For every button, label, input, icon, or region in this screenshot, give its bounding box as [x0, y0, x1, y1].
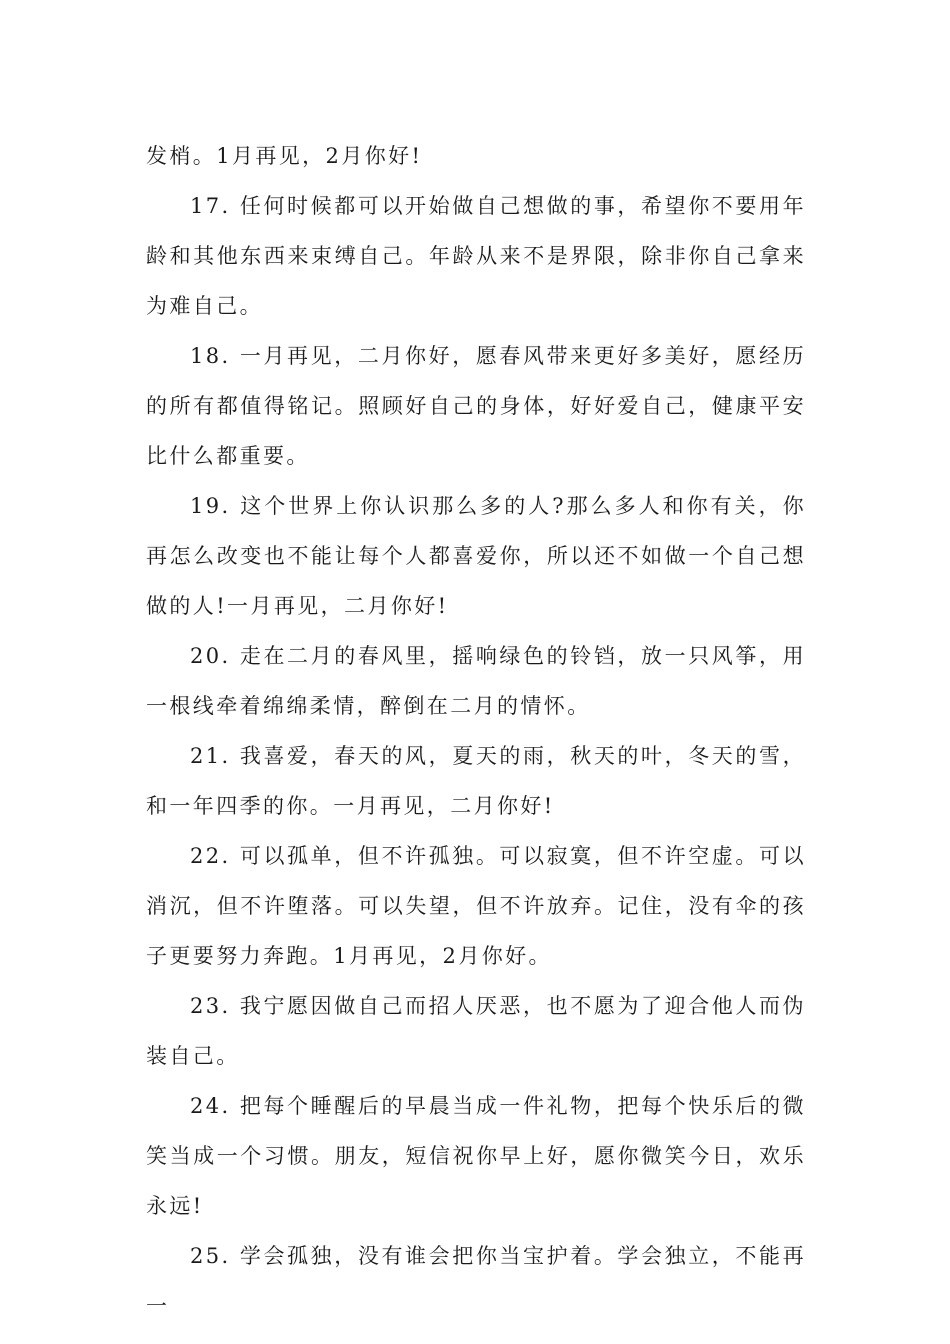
- paragraph-21: 21. 我喜爱，春天的风，夏天的雨，秋天的叶，冬天的雪，和一年四季的你。一月再见，二月你好!: [146, 744, 806, 818]
- paragraph-22: 22. 可以孤单，但不许孤独。可以寂寞，但不许空虚。可以消沉，但不许堕落。可以失望，但不许放弃。记住，没有伞的孩子更要努力奔跑。1月再见，2月你好。: [146, 844, 806, 968]
- paragraph-continuation: 发梢。1月再见，2月你好!: [146, 144, 423, 168]
- paragraph-17: 17. 任何时候都可以开始做自己想做的事，希望你不要用年龄和其他东西来束缚自己。年龄从来不是界限，除非你自己拿来为难自己。: [146, 194, 806, 318]
- document-body: [146, 131, 806, 1331]
- paragraph-18: 18. 一月再见，二月你好，愿春风带来更好多美好，愿经历的所有都值得铭记。照顾好自己的身体，好好爱自己，健康平安比什么都重要。: [146, 344, 806, 468]
- paragraph-25: 25. 学会孤独，没有谁会把你当宝护着。学会独立，不能再一: [146, 1244, 806, 1318]
- paragraph-23: 23. 我宁愿因做自己而招人厌恶，也不愿为了迎合他人而伪装自己。: [146, 994, 806, 1068]
- paragraph-20: 20. 走在二月的春风里，摇响绿色的铃铛，放一只风筝，用一根线牵着绵绵柔情，醉倒在二月的情怀。: [146, 644, 806, 718]
- paragraph-24: 24. 把每个睡醒后的早晨当成一件礼物，把每个快乐后的微笑当成一个习惯。朋友，短信祝你早上好，愿你微笑今日，欢乐永远!: [146, 1094, 806, 1218]
- paragraph-19: 19. 这个世界上你认识那么多的人?那么多人和你有关，你再怎么改变也不能让每个人都喜爱你，所以还不如做一个自己想做的人!一月再见，二月你好!: [146, 494, 806, 618]
